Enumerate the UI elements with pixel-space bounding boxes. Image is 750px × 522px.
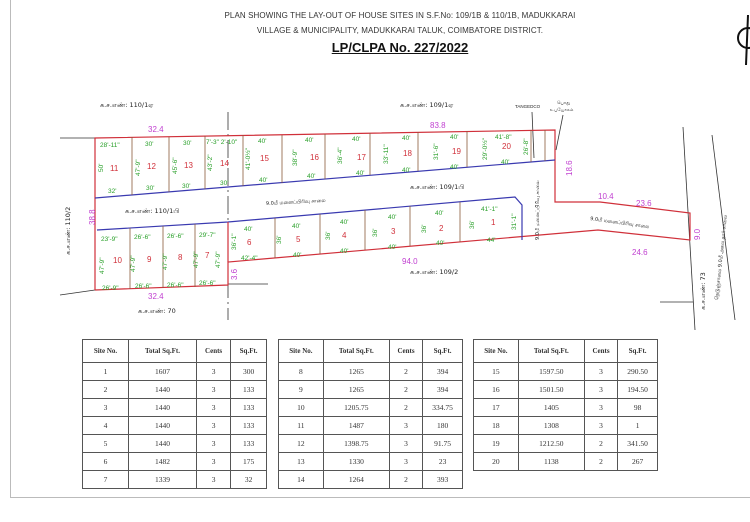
plan-title-line2: VILLAGE & MUNICIPALITY, MADUKKARAI TALUK, COIMBATORE DISTRICT.: [256, 26, 544, 35]
dim: 26'-6": [134, 234, 151, 241]
dim: 40': [501, 159, 510, 166]
site-number: 17: [357, 153, 366, 162]
dim: 40': [293, 252, 302, 259]
dim: 47'-9": [135, 159, 142, 176]
table-cell: 1138: [518, 453, 584, 471]
table-row: [474, 363, 658, 381]
site-number: 11: [110, 164, 119, 173]
public-use-label: பொது: [557, 100, 571, 105]
dim: 36': [276, 235, 283, 244]
dim: 40': [388, 214, 397, 221]
table-cell: 2: [389, 471, 422, 489]
table-row: [83, 363, 267, 381]
measure: 10.4: [598, 192, 614, 201]
survey-no: க.ச.எண்: 110/1பி: [125, 207, 180, 215]
table-cell: 2: [584, 453, 617, 471]
table-cell: 3: [196, 471, 230, 489]
table-cell: 133: [231, 435, 267, 453]
table-cell: 4: [83, 417, 129, 435]
dim: 42'-4": [241, 255, 258, 262]
table-row: [83, 399, 267, 417]
dim: 40': [340, 248, 349, 255]
column-header: Total Sq.Ft.: [518, 340, 584, 363]
lp-number: LP/CLPA No. 227/2022: [331, 40, 469, 55]
dim: 7'-3" 2'-10": [206, 139, 238, 146]
table-cell: 3: [584, 381, 617, 399]
dim: 40': [340, 219, 349, 226]
table-header: [474, 340, 658, 363]
dim: 47'-9": [215, 251, 222, 268]
dim: 26'-9": [102, 285, 119, 292]
dim: 23'-9": [101, 236, 118, 243]
dim: 40': [352, 136, 361, 143]
dim: 30': [182, 183, 191, 190]
road-label: நெடுஞ்சாலை 9.0மீ அகல தார் சாலை: [714, 214, 729, 301]
table-cell: 1440: [129, 417, 197, 435]
table-cell: 19: [474, 435, 519, 453]
column-header: Sq.Ft.: [618, 340, 658, 363]
table-cell: 3: [584, 363, 617, 381]
site-number: 10: [113, 256, 122, 265]
table-cell: 91.75: [423, 435, 463, 453]
column-header: Sq.Ft.: [231, 340, 267, 363]
public-use-label: உபயோகம்: [550, 107, 574, 112]
column-header: Site No.: [83, 340, 129, 363]
dim: 40': [450, 164, 459, 171]
table-row: [279, 453, 463, 471]
table-row: [83, 453, 267, 471]
table-cell: 194.50: [618, 381, 658, 399]
site-number: 15: [260, 154, 269, 163]
site-number: 3: [391, 227, 396, 236]
table-cell: 32: [231, 471, 267, 489]
table-cell: 1405: [518, 399, 584, 417]
table-cell: 394: [423, 363, 463, 381]
dim: 26'-6": [135, 283, 152, 290]
table-cell: 2: [389, 381, 422, 399]
table-cell: 7: [83, 471, 129, 489]
table-cell: 394: [423, 381, 463, 399]
site-number: 18: [403, 149, 412, 158]
survey-no: க.ச.எண்: 110/1ஏ: [100, 101, 154, 109]
dim: 40': [402, 167, 411, 174]
table-cell: 1440: [129, 399, 197, 417]
table-cell: 3: [389, 435, 422, 453]
table-cell: 3: [196, 453, 230, 471]
table-cell: 3: [196, 417, 230, 435]
site-number: 2: [439, 224, 444, 233]
dim: 40': [356, 170, 365, 177]
column-header: Cents: [584, 340, 617, 363]
dim: 29'-7": [199, 232, 216, 239]
table-cell: 1440: [129, 435, 197, 453]
column-header: Total Sq.Ft.: [129, 340, 197, 363]
site-number: 14: [220, 159, 229, 168]
dim: 47'-9": [193, 251, 200, 268]
table-row: [474, 399, 658, 417]
survey-no: க.ச.எண்: 73: [699, 272, 707, 310]
table-cell: 1607: [129, 363, 197, 381]
table-cell: 290.50: [618, 363, 658, 381]
table-cell: 2: [584, 435, 617, 453]
table-cell: 1330: [323, 453, 389, 471]
dim: 36': [469, 220, 476, 229]
table-cell: 2: [389, 363, 422, 381]
table-cell: 16: [474, 381, 519, 399]
column-header: Site No.: [279, 340, 324, 363]
measure: 38.8: [88, 209, 97, 225]
dim: 40': [436, 240, 445, 247]
dim: 40': [292, 223, 301, 230]
column-header: Sq.Ft.: [423, 340, 463, 363]
table-cell: 3: [389, 453, 422, 471]
table-row: [474, 453, 658, 471]
site-number: 16: [310, 153, 319, 162]
table-cell: 3: [196, 399, 230, 417]
column-header: Site No.: [474, 340, 519, 363]
table-cell: 133: [231, 417, 267, 435]
north-arrow-icon: [738, 15, 750, 65]
measure: 83.8: [430, 121, 446, 130]
column-header: Cents: [389, 340, 422, 363]
dim: 44': [487, 237, 496, 244]
dim: 28'-11": [100, 142, 120, 149]
table-row: [474, 417, 658, 435]
dim: 30': [183, 140, 192, 147]
site-number: 12: [147, 162, 156, 171]
dim: 40': [258, 138, 267, 145]
table-cell: 8: [279, 363, 324, 381]
site-number: 5: [296, 235, 301, 244]
site-number: 7: [205, 251, 210, 260]
table-cell: 341.50: [618, 435, 658, 453]
table-cell: 6: [83, 453, 129, 471]
table-cell: 334.75: [423, 399, 463, 417]
table-cell: 3: [196, 363, 230, 381]
dim: 26'-6": [199, 280, 216, 287]
table-cell: 1597.50: [518, 363, 584, 381]
table-cell: 1: [83, 363, 129, 381]
table-cell: 3: [83, 399, 129, 417]
dim: 43'-2": [207, 154, 214, 171]
survey-no: க.ச.எண்: 109/2: [410, 268, 459, 276]
table-cell: 1264: [323, 471, 389, 489]
table-cell: 300: [231, 363, 267, 381]
site-number: 8: [178, 253, 183, 262]
table-cell: 2: [389, 399, 422, 417]
dim: 26'-6": [167, 233, 184, 240]
plan-title-line1: PLAN SHOWING THE LAY-OUT OF HOUSE SITES IN S.F.No: 109/1B & 110/1B, MADUKKARAI: [224, 11, 576, 20]
dim: 30': [145, 141, 154, 148]
table-cell: 98: [618, 399, 658, 417]
table-cell: 2: [83, 381, 129, 399]
road-label: 9.0மீ மனைப்பிரிவு சாலை: [265, 197, 326, 207]
site-number: 19: [452, 147, 461, 156]
dim: 47'-9": [99, 257, 106, 274]
survey-no: க.ச.எண்: 109/1ஏ: [400, 101, 454, 109]
dim: 30': [220, 180, 229, 187]
table-cell: 18: [474, 417, 519, 435]
measure: 3.6: [230, 268, 239, 280]
site-number: 9: [147, 255, 152, 264]
dim: 36': [325, 231, 332, 240]
table-row: [474, 381, 658, 399]
dim: 40': [305, 137, 314, 144]
site-number: 6: [247, 238, 252, 247]
measure: 94.0: [402, 257, 418, 266]
site-number: 4: [342, 231, 347, 240]
dim: 30': [146, 185, 155, 192]
measure: 9.0: [693, 228, 702, 240]
dim: 40': [259, 177, 268, 184]
dim: 36': [421, 224, 428, 233]
table-cell: 14: [279, 471, 324, 489]
measure: 32.4: [148, 292, 164, 301]
table-cell: 1212.50: [518, 435, 584, 453]
table-cell: 3: [196, 381, 230, 399]
table-cell: 5: [83, 435, 129, 453]
dim: 36': [372, 228, 379, 237]
dim: 31'-6": [433, 143, 440, 160]
dim: 40': [307, 173, 316, 180]
table-cell: 133: [231, 381, 267, 399]
tangedco-label: TANGEDCO: [515, 104, 541, 109]
dim: 40': [435, 210, 444, 217]
table-cell: 1440: [129, 381, 197, 399]
table-cell: 17: [474, 399, 519, 417]
dim: 38'-9": [292, 149, 299, 166]
table-cell: 11: [279, 417, 324, 435]
table-row: [279, 381, 463, 399]
dim: 33'-11": [383, 144, 390, 164]
table-header: [83, 340, 267, 363]
dim: 36'-4": [337, 147, 344, 164]
table-cell: 1339: [129, 471, 197, 489]
plot-boundaries: [95, 130, 690, 290]
table-cell: 20: [474, 453, 519, 471]
site-number: 1: [491, 218, 496, 227]
table-cell: 1398.75: [323, 435, 389, 453]
table-cell: 175: [231, 453, 267, 471]
table-cell: 3: [584, 399, 617, 417]
dim: 40': [450, 134, 459, 141]
road-label: 9.0மீ மனைப்பிரிவு சாலை: [589, 216, 650, 231]
table-row: [279, 435, 463, 453]
table-row: [83, 435, 267, 453]
table-cell: 10: [279, 399, 324, 417]
measure: 24.6: [632, 248, 648, 257]
column-header: Cents: [196, 340, 230, 363]
table-cell: 9: [279, 381, 324, 399]
table-cell: 1265: [323, 363, 389, 381]
table-cell: 1482: [129, 453, 197, 471]
dim: 45'-6": [172, 157, 179, 174]
table-cell: 180: [423, 417, 463, 435]
survey-no: க.ச.எண்: 109/1பி: [410, 183, 465, 191]
dim: 29'-0½": [482, 138, 489, 160]
site-table-3: [473, 339, 658, 471]
dim: 40': [388, 244, 397, 251]
dim: 41'-1": [481, 206, 498, 213]
dim: 36'-1": [231, 233, 238, 250]
table-row: [474, 435, 658, 453]
table-cell: 23: [423, 453, 463, 471]
table-header: [279, 340, 463, 363]
dim: 26'-8": [523, 138, 530, 155]
dim: 41'-0½": [245, 148, 252, 170]
table-cell: 267: [618, 453, 658, 471]
survey-no: க.ச.எண்: 70: [138, 307, 176, 315]
column-header: Total Sq.Ft.: [323, 340, 389, 363]
table-cell: 13: [279, 453, 324, 471]
table-row: [83, 417, 267, 435]
table-row: [279, 363, 463, 381]
dim: 31'-1": [511, 213, 518, 230]
table-row: [279, 417, 463, 435]
table-cell: 3: [196, 435, 230, 453]
table-cell: 1308: [518, 417, 584, 435]
table-cell: 1501.50: [518, 381, 584, 399]
table-cell: 3: [584, 417, 617, 435]
dim: 32': [108, 188, 117, 195]
table-cell: 133: [231, 399, 267, 417]
dim: 41'-8": [495, 134, 512, 141]
table-row: [83, 381, 267, 399]
table-cell: 1: [618, 417, 658, 435]
table-row: [279, 471, 463, 489]
dim: 40': [244, 226, 253, 233]
table-cell: 1487: [323, 417, 389, 435]
site-number: 20: [502, 142, 511, 151]
table-cell: 3: [389, 417, 422, 435]
road-label: 9.0மீ மனைப்பிரிவு சாலை: [535, 180, 541, 240]
measure: 23.6: [636, 199, 652, 208]
measure: 18.6: [565, 160, 574, 176]
table-row: [83, 471, 267, 489]
table-cell: 393: [423, 471, 463, 489]
dim: 47'-9": [130, 255, 137, 272]
site-number: 13: [184, 161, 193, 170]
site-table-1: [82, 339, 267, 489]
dim: 26'-6": [167, 282, 184, 289]
table-cell: 15: [474, 363, 519, 381]
table-cell: 12: [279, 435, 324, 453]
dim: 40': [402, 135, 411, 142]
survey-no: க.ச.எண்: 110/2: [64, 206, 72, 255]
dim: 50': [98, 163, 105, 172]
site-table-2: [278, 339, 463, 489]
table-cell: 1205.75: [323, 399, 389, 417]
dim: 47'-9": [162, 253, 169, 270]
table-row: [279, 399, 463, 417]
measure: 32.4: [148, 125, 164, 134]
table-cell: 1265: [323, 381, 389, 399]
